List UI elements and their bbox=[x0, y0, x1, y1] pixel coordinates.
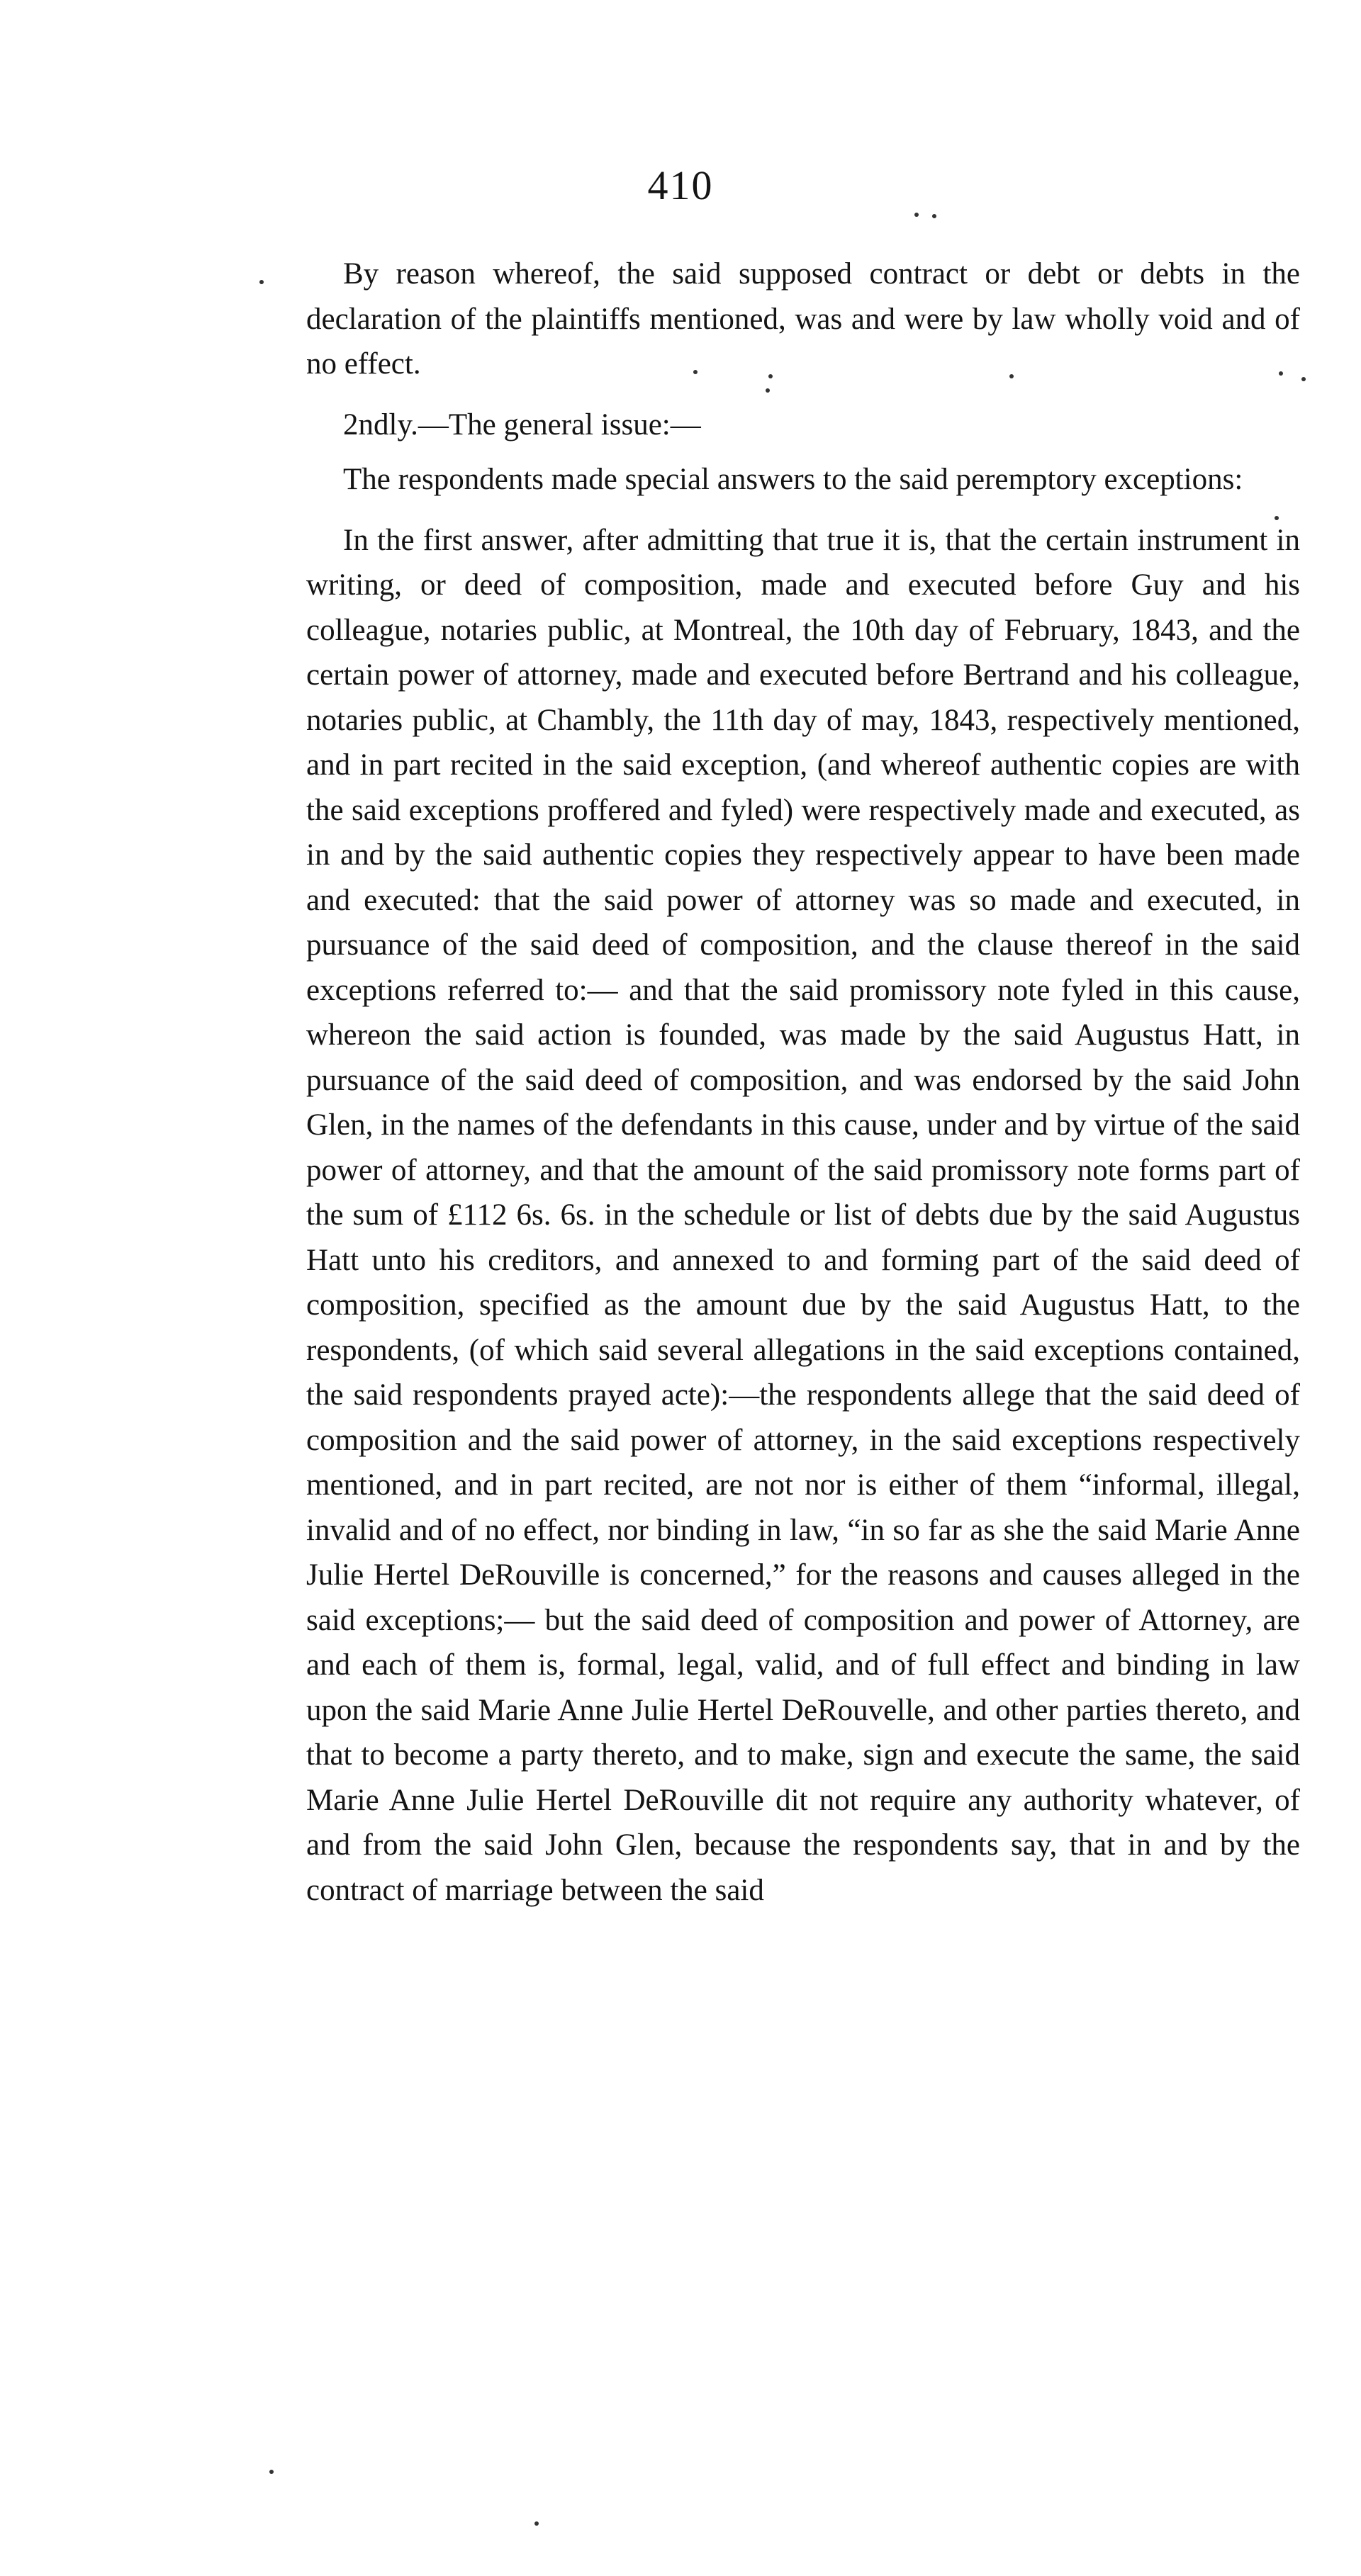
paragraph-general-issue: 2ndly.—The general issue:— bbox=[343, 407, 701, 441]
paragraph-special-answers: The respondents made special answers to the said peremptory exceptions: bbox=[343, 463, 1243, 496]
stray-mark bbox=[932, 214, 936, 218]
stray-mark bbox=[693, 370, 698, 374]
stray-mark bbox=[1301, 377, 1306, 381]
paragraph-first-answer: In the first answer, after admitting that true it is, that the certain instrument in writing, or deed of composition, made and executed before Guy and his colleague, notaries public, at Montreal, the 10th day of February, 1843, and the certain power of attorney, made and executed before Bertrand and his colleague, notaries public, at Chambly, the 11th day of may, 1843, respectively mentioned, and in part recited in the said exception, (and whereof authentic copies are with the said exceptions proffered and fyled) were respectively made and executed, as in and by the said authentic copies they respectively appear to have been made and executed: that the said power of attorney was so made and executed, in pursuance of the said deed of composition, and the clause thereof in the said exceptions referred to:— and that the said promissory note fyled in this cause, whereon the said action is founded, was made by the said Augustus Hatt, in pursuance of the said deed of composition, and was endorsed by the said John Glen, in the names of the defendants in this cause, under and by virtue of the said power of attorney, and that the amount of the said promissory note forms part of the sum of £112 6s. 6s. in the schedule or list of debts due by the said Augustus Hatt unto his creditors, and annexed to and forming part of the said deed of composition, specified as the amount due by the said Augustus Hatt, to the respondents, (of which said several allegations in the said exceptions contained, the said respondents prayed acte):—the respondents allege that the said deed of composition and the said power of attorney, in the said exceptions respectively mentioned, and in part recited, are not nor is either of them “informal, illegal, invalid and of no effect, nor binding in law, “in so far as she the said Marie Anne Julie Hertel DeRouville is concerned,” for the reasons and causes alleged in the said exceptions;— but the said deed of composition and power of Attorney, are and each of them is, formal, legal, valid, and of full effect and binding in law upon the said Marie Anne Julie Hertel DeRouvelle, and other parties thereto, and that to become a party thereto, and to make, sign and execute the same, the said Marie Anne Julie Hertel DeRouville dit not require any authority whatever, of and from the said John Glen, because the respondents say, that in and by the contract of marriage between the said bbox=[306, 523, 1300, 1907]
body-text bbox=[306, 252, 1300, 1913]
paragraph-conclusion: By reason whereof, the said supposed contract or debt or debts in the declaration of the plaintiffs mentioned, was and were by law wholly void and of no effect. bbox=[306, 257, 1300, 381]
stray-mark bbox=[1275, 516, 1279, 520]
stray-mark bbox=[1009, 374, 1014, 378]
page-number: 410 bbox=[647, 162, 714, 208]
stray-mark bbox=[259, 280, 264, 284]
stray-mark bbox=[766, 388, 770, 393]
stray-mark bbox=[768, 374, 773, 378]
stray-mark bbox=[1279, 371, 1283, 376]
stray-mark bbox=[534, 2521, 539, 2526]
stray-mark bbox=[914, 213, 919, 217]
stray-mark bbox=[269, 2470, 274, 2474]
